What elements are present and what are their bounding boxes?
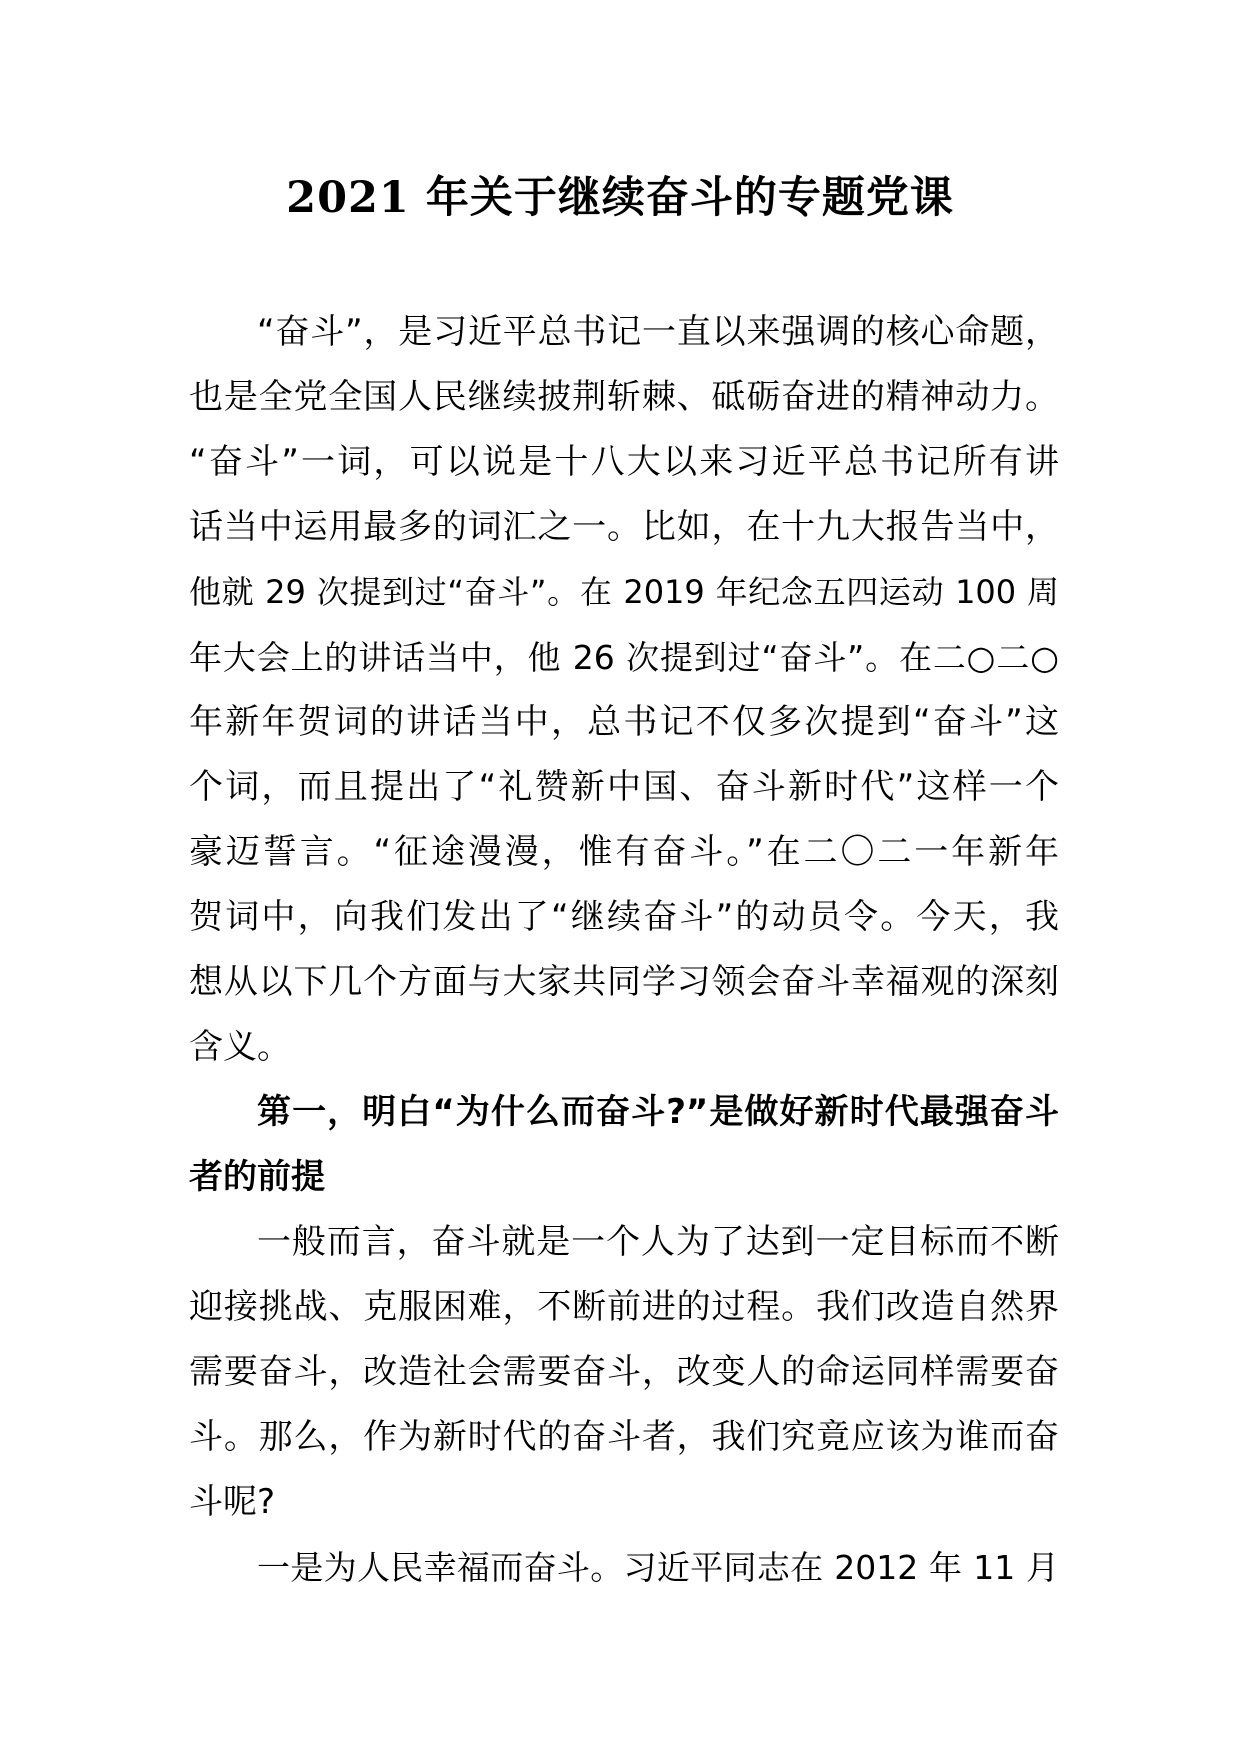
text-line: 斗。那么，作为新时代的奋斗者，我们究竟应该为谁而奋 — [189, 1417, 1059, 1457]
document-title: 2021 年关于继续奋斗的专题党课 — [286, 173, 954, 223]
text-line: 个词，而且提出了“礼赞新中国、奋斗新时代”这样一个 — [189, 767, 1059, 807]
text-line: 话当中运用最多的词汇之一。比如，在十九大报告当中， — [189, 507, 1059, 547]
document-body — [189, 300, 1059, 1600]
text-line: “奋斗”一词，可以说是十八大以来习近平总书记所有讲 — [189, 442, 1059, 482]
text-line: “奋斗”，是习近平总书记一直以来强调的核心命题， — [257, 312, 1059, 352]
text-line: 斗呢? — [189, 1482, 276, 1522]
section-heading-line: 第一，明白“为什么而奋斗?”是做好新时代最强奋斗 — [257, 1092, 1059, 1132]
text-line: 年新年贺词的讲话当中，总书记不仅多次提到“奋斗”这 — [189, 702, 1059, 742]
text-line: 一般而言，奋斗就是一个人为了达到一定目标而不断 — [257, 1222, 1059, 1262]
text-line: 迎接挑战、克服困难，不断前进的过程。我们改造自然界 — [189, 1287, 1059, 1327]
text-line: 含义。 — [189, 1027, 291, 1067]
text-line: 豪迈誓言。“征途漫漫，惟有奋斗。”在二〇二一年新年 — [189, 832, 1059, 872]
text-line: 也是全党全国人民继续披荆斩棘、砥砺奋进的精神动力。 — [189, 377, 1059, 417]
section-heading-line: 者的前提 — [189, 1157, 325, 1197]
text-line: 贺词中，向我们发出了“继续奋斗”的动员令。今天，我 — [189, 897, 1059, 937]
text-line: 一是为人民幸福而奋斗。习近平同志在 2012 年 11 月 — [257, 1548, 1059, 1587]
text-line: 需要奋斗，改造社会需要奋斗，改变人的命运同样需要奋 — [189, 1352, 1059, 1392]
text-line: 年大会上的讲话当中，他 26 次提到过“奋斗”。在二○二○ — [189, 638, 1059, 677]
text-line: 他就 29 次提到过“奋斗”。在 2019 年纪念五四运动 100 周 — [189, 573, 1059, 611]
text-line: 想从以下几个方面与大家共同学习领会奋斗幸福观的深刻 — [189, 962, 1059, 1002]
